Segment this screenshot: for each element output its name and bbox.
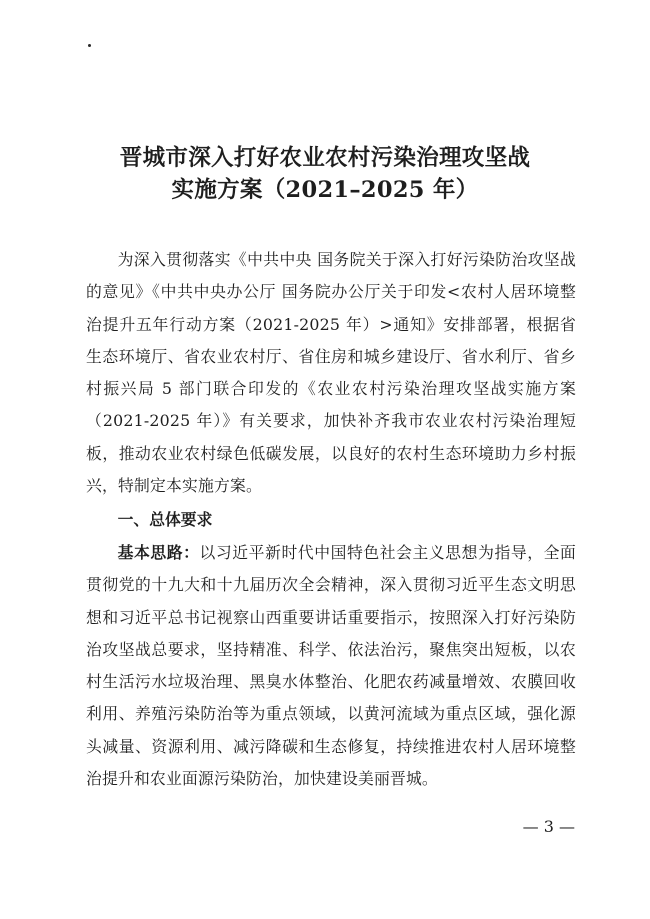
page-number: — 3 — (522, 817, 575, 836)
intro-paragraph: 为深入贯彻落实《中共中央 国务院关于深入打好污染防治攻坚战的意见》《中共中央办公厅 国务院办公厅关于印发<农村人居环境整治提升五年行动方案（2021-2025 年）>通知》安排部署，根据省生态环境厅、省农业农村厅、省住房和城乡建设厅、省水利厅、省乡村振兴局 5 部门联合印发的《农业农村污染治理攻坚战实施方案（2021-2025 年）》有关要求，加快补齐我市农业农村污染治理短板，推动农业农村绿色低碳发展，以良好的农村生态环境助力乡村振兴，特制定本实施方案。 (86, 250, 576, 496)
section-heading-general-requirements: 一、总体要求 (117, 510, 213, 529)
margin-dot (88, 44, 91, 47)
basic-approach-label: 基本思路： (117, 543, 200, 562)
document-title-line-1: 晋城市深入打好农业农村污染治理攻坚战 (119, 145, 531, 171)
basic-approach-paragraph (86, 537, 576, 795)
document-title-line-2: 实施方案（2021–2025 年） (171, 177, 479, 203)
basic-approach-text: 以习近平新时代中国特色社会主义思想为指导，全面贯彻党的十九大和十九届历次全会精神，深入贯彻习近平生态文明思想和习近平总书记视察山西重要讲话重要指示，按照深入打好污染防治攻坚战总要求，坚持精准、科学、依法治污，聚焦突出短板，以农村生活污水垃圾治理、黑臭水体整治、化肥农药减量增效、农膜回收利用、养殖污染防治等为重点领域，以黄河流域为重点区域，强化源头减量、资源利用、减污降碳和生态修复，持续推进农村人居环境整治提升和农业面源污染防治，加快建设美丽晋城。 (86, 543, 576, 789)
